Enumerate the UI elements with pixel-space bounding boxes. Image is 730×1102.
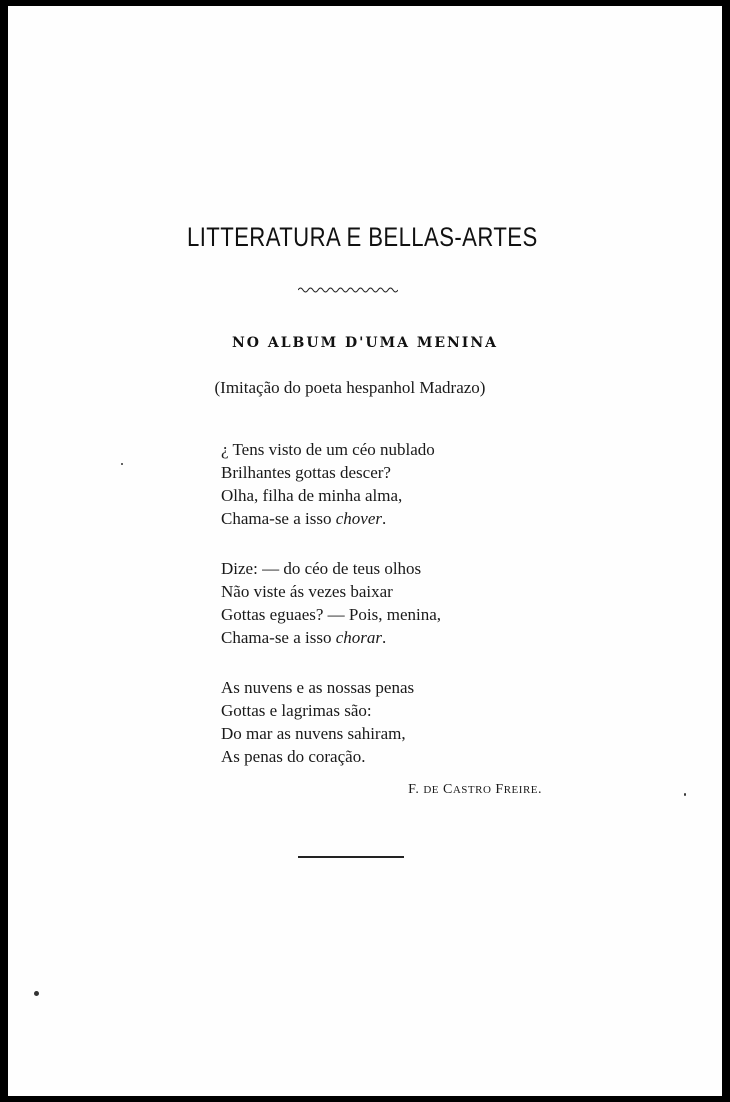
ink-speck	[121, 463, 123, 465]
verse-line: As penas do coração.	[221, 747, 366, 766]
verse-punct: .	[382, 509, 387, 528]
verse-line: Brilhantes gottas descer?	[221, 463, 391, 482]
poem-title: NO ALBUM D'UMA MENINA	[231, 335, 499, 351]
verse-emphasis: chover	[335, 509, 382, 528]
author-surname-rest: ASTRO	[452, 784, 492, 796]
document-page	[8, 6, 722, 1096]
verse-line: Gottas e lagrimas são:	[221, 701, 372, 720]
author-initial: F.	[408, 782, 424, 797]
verse-line	[221, 626, 441, 649]
verse-text: Chama-se a isso	[221, 509, 336, 528]
verse-line	[221, 507, 435, 530]
verse-line: Não viste ás vezes baixar	[221, 582, 393, 601]
verse-line: ¿ Tens visto de um céo nublado	[221, 440, 435, 459]
verse-line: Gottas eguaes? — Pois, menina,	[221, 605, 442, 624]
author-surname-initial: C	[439, 782, 453, 797]
verse-line: As nuvens e as nossas penas	[221, 678, 415, 697]
author-period: .	[538, 782, 542, 797]
stanza-1	[221, 438, 435, 530]
verse-emphasis: chorar	[335, 628, 383, 647]
verse-line: Olha, filha de minha alma,	[221, 486, 403, 505]
author-signature	[408, 782, 542, 798]
ink-speck	[34, 991, 39, 996]
wavy-ornament	[298, 286, 398, 294]
author-surname2-rest: REIRE	[503, 784, 538, 796]
author-surname2-initial: F	[491, 782, 504, 797]
verse-punct: .	[382, 628, 387, 647]
stanza-2	[221, 557, 441, 649]
verse-line: Dize: — do céo de teus olhos	[221, 559, 422, 578]
closing-rule	[298, 856, 404, 858]
section-header: LITTERATURA E BELLAS-ARTES	[186, 222, 538, 252]
stanza-3	[221, 676, 414, 768]
author-particle: DE	[423, 784, 440, 796]
ink-speck	[684, 793, 686, 796]
verse-line: Do mar as nuvens sahiram,	[221, 724, 406, 743]
poem-subtitle: (Imitação do poeta hespanhol Madrazo)	[214, 378, 486, 397]
verse-text: Chama-se a isso	[221, 628, 336, 647]
